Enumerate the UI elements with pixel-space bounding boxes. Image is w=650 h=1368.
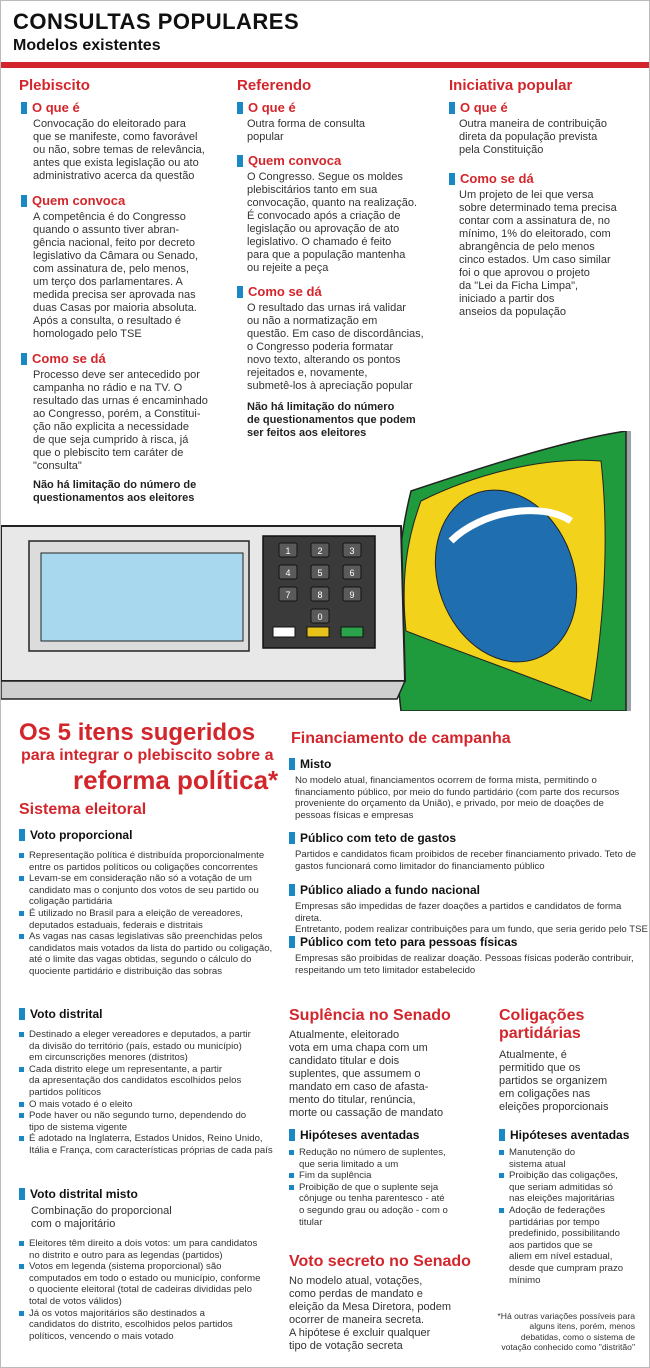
text-line: respeitando um teto limitador estabelecido (295, 964, 476, 976)
text-line: Adoção de federações (509, 1204, 606, 1216)
text-line: ou não a normatização em (247, 315, 378, 327)
text-line: quociente partidário e distribuição das sobras (29, 965, 223, 977)
text-line: em circunscrições menores (distritos) (29, 1052, 188, 1064)
keypad-key-label: 1 (285, 546, 291, 556)
coligacoes-title-2: partidárias (499, 1025, 581, 1042)
text-line: políticos, vencendo o mais votado (29, 1330, 174, 1342)
text-line: o segundo grau ou adoção - com o (299, 1204, 448, 1216)
text-line: com assinatura de, pelo menos, (33, 263, 189, 275)
text-line: É adotado na Inglaterra, Estados Unidos, Reino Unido, (29, 1133, 263, 1145)
text-line: coligação partidária (29, 896, 113, 908)
text-line: como perdas de mandato e (289, 1288, 423, 1300)
text-line: suplentes, que assumem o (289, 1068, 421, 1080)
text-line: que o plebiscito tem caráter de (33, 447, 184, 459)
text-line: O Congresso. Segue os moldes (247, 171, 403, 183)
text-line: ser feitos aos eleitores (247, 427, 367, 439)
text-line: Convocação do eleitorado para (33, 118, 186, 130)
keypad-key-label: 5 (317, 568, 323, 578)
list-item (19, 1110, 273, 1133)
plebiscito-title: Plebiscito (19, 77, 90, 94)
text-line: alguns itens, porém, menos (529, 1321, 635, 1332)
text-line: Atualmente, é (499, 1049, 567, 1061)
text-line: da "Lei da Ficha Limpa", (459, 280, 579, 292)
text-line: No modelo atual, financiamentos ocorrem de forma mista, permitindo o (295, 775, 597, 786)
text-line: questionamentos aos eleitores (33, 492, 195, 504)
suplencia-hip-list (289, 1147, 448, 1228)
coligacoes-text (499, 1049, 608, 1114)
text-line: administrativo acerca da questão (33, 170, 195, 182)
text-line: Um projeto de lei que versa (459, 189, 594, 201)
sistema-title: Sistema eleitoral (19, 801, 147, 818)
footnote (497, 1311, 635, 1353)
text-line: campanha no rádio e na TV. O (33, 382, 183, 394)
keypad-key-label: 4 (285, 568, 291, 578)
text-line: Itália e França, com características próprias de cada país (29, 1144, 273, 1156)
text-line: até o limite das vagas obtidas, segundo o cálculo do (29, 954, 252, 966)
text-line: aos partidos que se (509, 1239, 593, 1251)
keypad-key-label: 0 (317, 612, 323, 622)
iniciativa-oque-text (459, 118, 607, 157)
iniciativa-como-text (459, 189, 617, 319)
keypad-key-label: 9 (349, 590, 355, 600)
square-bullet-icon (289, 884, 295, 896)
voting-machine-base (1, 681, 405, 699)
text-line: Partidos e candidatos ficam proibidos de receber financiamento privado. Teto de (295, 849, 637, 860)
text-line: homologado pelo TSE (33, 328, 142, 340)
referendo-quem-text (247, 171, 417, 275)
iniciativa-oque-heading: O que é (449, 100, 508, 115)
text-line: computados em todo o estado ou município, conforme (29, 1272, 261, 1284)
misto-list (19, 1238, 260, 1342)
text-line: financiamento público, por meio do fundo partidário (com parte dos recursos (295, 786, 620, 798)
voto-secreto-text (289, 1275, 451, 1353)
text-line: mento do titular, renúncia, (289, 1094, 416, 1106)
text-line: Após a consulta, o resultado é (33, 315, 181, 327)
text-line: pela Constituição (459, 144, 544, 156)
voting-machine-screen (41, 553, 243, 641)
text-line: tipo de votação secreta (289, 1340, 403, 1352)
list-item (19, 1064, 273, 1099)
text-line: cinco estados. Um caso similar (459, 254, 611, 266)
text-line: ou não, sobre temas de relevância, (33, 144, 205, 156)
text-line: resultado das urnas é encaminhado (33, 395, 208, 407)
plebiscito-como-heading: Como se dá (21, 351, 106, 366)
list-item (19, 931, 272, 977)
text-line: "consulta" (33, 460, 82, 472)
square-bullet-icon (289, 936, 295, 948)
text-line: no distrito e outro para as legendas (partidos) (29, 1249, 223, 1261)
text-line: Redução no número de suplentes, (299, 1147, 446, 1158)
voting-machine-flag-illustration (1, 431, 650, 711)
text-line: foi o que aprovou o projeto (459, 267, 590, 279)
text-line: A competência é do Congresso (33, 211, 186, 223)
text-line: novo texto, alterando os pontos (247, 354, 401, 366)
list-item (19, 850, 272, 873)
text-line: que seriam admitidas só (509, 1181, 613, 1193)
text-line: titular (299, 1216, 323, 1228)
header-divider (1, 62, 650, 68)
text-line: mínimo (509, 1274, 541, 1286)
text-line: Proibição de que o suplente seja (299, 1181, 439, 1193)
misto-desc (31, 1205, 172, 1231)
text-line: o Congresso poderia formatar (247, 341, 394, 353)
text-line: partidos políticos (29, 1086, 101, 1098)
coligacoes-title-1: Coligações (499, 1007, 585, 1024)
itens-heading: Os 5 itens sugeridos (19, 719, 256, 746)
distrital-heading: Voto distrital (19, 1007, 102, 1021)
square-bullet-icon (237, 155, 243, 167)
referendo-como-text (247, 302, 424, 393)
square-bullet-icon (237, 102, 243, 114)
text-line: gastos funcionará como limitador do financiamento público (295, 860, 545, 872)
coligacoes-hip-heading: Hipóteses aventadas (499, 1128, 629, 1142)
referendo-oque-heading: O que é (237, 100, 296, 115)
text-line: entre os partidos políticos ou coligações concorrentes (29, 861, 258, 873)
text-line: Representação política é distribuída proporcionalmente (29, 850, 265, 861)
proporcional-list (19, 850, 272, 978)
square-bullet-icon (289, 832, 295, 844)
keypad-key-label: 3 (349, 546, 355, 556)
text-line: convocação, quanto na realização. (247, 197, 418, 209)
financiamento-block-heading: Público aliado a fundo nacional (289, 883, 480, 897)
text-line: O mais votado é o eleito (29, 1098, 133, 1110)
square-bullet-icon (499, 1129, 505, 1141)
text-line: mandato em caso de afasta- (289, 1081, 429, 1093)
keypad-key-label: 6 (349, 568, 355, 578)
financiamento-block-text (295, 849, 636, 872)
text-line: legislativo da Câmara ou Senado, (33, 250, 199, 262)
text-line: ção não explicita a necessidade (33, 421, 189, 433)
list-item (289, 1170, 448, 1182)
distrital-list (19, 1029, 273, 1157)
keypad-key-label: 2 (317, 546, 323, 556)
text-line: ou rejeite a peça (247, 262, 329, 274)
iniciativa-title: Iniciativa popular (449, 77, 573, 94)
white-key (273, 627, 295, 637)
text-line: sistema atual (509, 1158, 566, 1170)
text-line: eleições proporcionais (499, 1101, 609, 1113)
text-line: permitido que os (499, 1062, 581, 1074)
text-line: quando o assunto tiver abran- (33, 224, 180, 236)
text-line: gência nacional, feito por decreto (33, 237, 196, 249)
text-line: Outra forma de consulta (247, 118, 366, 130)
text-line: plebiscitários tanto em sua (247, 184, 378, 196)
text-line: O resultado das urnas irá validar (247, 302, 406, 314)
financiamento-block-text (295, 775, 619, 821)
text-line: Processo deve ser antecedido por (33, 369, 200, 381)
text-line: para que a população mantenha (247, 249, 406, 261)
text-line: ocorrer de maneira secreta. (289, 1314, 425, 1326)
text-line: abrangência de pelo menos (459, 241, 595, 253)
green-key (341, 627, 363, 637)
proporcional-heading: Voto proporcional (19, 828, 132, 842)
text-line: rejeitados e, novamente, (247, 367, 368, 379)
text-line: direta da população prevista (459, 131, 598, 143)
financiamento-block-heading: Público com teto de gastos (289, 831, 456, 845)
text-line: No modelo atual, votações, (289, 1275, 423, 1287)
list-item (19, 908, 272, 931)
square-bullet-icon (21, 195, 27, 207)
text-line: cônjuge ou tenha parentesco - até (299, 1193, 445, 1205)
list-item (19, 1308, 260, 1343)
text-line: Outra maneira de contribuição (459, 118, 607, 130)
page-title: CONSULTAS POPULARES (13, 9, 300, 34)
text-line: votação conhecido como "distritão" (501, 1342, 635, 1353)
keypad-key-label: 7 (285, 590, 291, 600)
text-line: Fim da suplência (299, 1170, 372, 1182)
list-item (289, 1182, 448, 1228)
text-line: duas Casas por maioria absoluta. (33, 302, 197, 314)
text-line: Empresas são impedidas de fazer doações a partidos e candidatos de forma direta. (295, 901, 622, 924)
text-line: vota em uma chapa com um (289, 1042, 428, 1054)
text-line: questão. Em caso de discordâncias, (247, 328, 424, 340)
itens-reforma: reforma política* (73, 765, 279, 795)
text-line: sobre determinado tema precisa (459, 202, 617, 214)
square-bullet-icon (289, 1129, 295, 1141)
square-bullet-icon (21, 102, 27, 114)
list-item (19, 1099, 273, 1111)
text-line: Destinado a eleger vereadores e deputados, a partir (29, 1029, 251, 1040)
text-line: candidato titular e dois (289, 1055, 400, 1067)
text-line: popular (247, 131, 284, 143)
text-line: de que seja cumprido à risca, já (33, 434, 189, 446)
list-item (499, 1205, 623, 1286)
text-line: Não há limitação do número (247, 401, 395, 413)
square-bullet-icon (289, 758, 295, 770)
text-line: Proibição das coligações, (509, 1170, 618, 1182)
square-bullet-icon (449, 102, 455, 114)
financiamento-block-heading: Público com teto para pessoas físicas (289, 935, 517, 949)
square-bullet-icon (449, 173, 455, 185)
list-item (499, 1147, 623, 1170)
text-line: iniciado a partir dos (459, 293, 555, 305)
page-subtitle: Modelos existentes (13, 37, 161, 54)
text-line: Não há limitação do número de (33, 479, 197, 491)
text-line: As vagas nas casas legislativas são preenchidas pelos (29, 931, 263, 943)
suplencia-title: Suplência no Senado (289, 1007, 451, 1024)
text-line: desde que cumpram prazo (509, 1262, 624, 1274)
iniciativa-como-heading: Como se dá (449, 171, 534, 186)
square-bullet-icon (19, 1188, 25, 1200)
text-line: debatidas, como o sistema de (520, 1331, 635, 1342)
text-line: candidatos do distrito, escolhidos pelos partidos (29, 1319, 233, 1331)
misto-heading: Voto distrital misto (19, 1187, 138, 1201)
text-line: Levam-se em consideração não só a votação de um (29, 873, 252, 885)
text-line: um terço dos parlamentares. A (33, 276, 183, 288)
suplencia-text (289, 1029, 443, 1120)
square-bullet-icon (19, 829, 25, 841)
suplencia-hip-heading: Hipóteses aventadas (289, 1128, 419, 1142)
text-line: da apresentação dos candidatos escolhidos pelos (29, 1075, 242, 1087)
itens-subheading: para integrar o plebiscito sobre a (21, 747, 274, 764)
financiamento-block-text (295, 901, 649, 936)
coligacoes-hip-list (499, 1147, 623, 1286)
text-line: legislativo. O chamado é feito (247, 236, 392, 248)
financiamento-block-text (295, 953, 634, 976)
referendo-como-heading: Como se dá (237, 284, 322, 299)
text-line: que se manifeste, como favorável (33, 131, 198, 143)
text-line: morte ou cassação de mandato (289, 1107, 444, 1119)
text-line: em coligações nas (499, 1088, 591, 1100)
text-line: Pode haver ou não segundo turno, dependendo do (29, 1110, 247, 1122)
text-line: total de votos válidos) (29, 1295, 122, 1307)
text-line: deputados estaduais, federais e distritais (29, 919, 203, 931)
list-item (289, 1147, 448, 1170)
text-line: Entretanto, podem realizar contribuições para um fundo, que seria gerido pelo TSE (295, 924, 648, 936)
text-line: Votos em legenda (sistema proporcional) são (29, 1261, 222, 1273)
list-item (19, 1261, 260, 1307)
keypad-key-label: 8 (317, 590, 323, 600)
text-line: A hipótese é excluir qualquer (289, 1327, 431, 1339)
text-line: tipo de sistema vigente (29, 1121, 128, 1133)
text-line: de questionamentos que podem (247, 414, 416, 426)
referendo-quem-heading: Quem convoca (237, 153, 341, 168)
text-line: mínimo, 1% do eleitorado, com (459, 228, 611, 240)
list-item (19, 1238, 260, 1261)
voto-secreto-title: Voto secreto no Senado (289, 1253, 471, 1270)
text-line: submetê-los à apreciação popular (247, 380, 413, 392)
text-line: legislação ou aprovação de ato (247, 223, 400, 235)
text-line: o quociente eleitoral (total de cadeiras divididas pelo (29, 1284, 252, 1296)
text-line: antes que exista legislação ou ato (33, 157, 199, 169)
referendo-title: Referendo (237, 77, 312, 94)
text-line: É convocado após a criação de (247, 210, 401, 222)
text-line: da divisão do território (país, estado ou município) (29, 1040, 242, 1052)
plebiscito-oque-heading: O que é (21, 100, 80, 115)
text-line: proveniente do orçamento da União), e privado, por meio de doações de (295, 798, 604, 810)
text-line: Empresas são proibidas de realizar doação. Pessoas físicas poderão contribuir, (295, 953, 634, 964)
text-line: Manutenção do (509, 1147, 576, 1158)
text-line: partidárias por tempo (509, 1216, 600, 1228)
text-line: contar com a assinatura de, no (459, 215, 611, 227)
list-item (19, 873, 272, 908)
orange-key (307, 627, 329, 637)
plebiscito-quem-heading: Quem convoca (21, 193, 125, 208)
text-line: É utilizado no Brasil para a eleição de vereadores, (29, 907, 243, 919)
list-item (19, 1029, 273, 1064)
square-bullet-icon (21, 353, 27, 365)
text-line: medida precisa ser aprovada nas (33, 289, 196, 301)
text-line: pessoas físicas e empresas (295, 809, 414, 821)
text-line: nas eleições majoritárias (509, 1193, 615, 1205)
text-line: *Há outras variações possíveis para (497, 1311, 635, 1321)
text-line: anseios da população (459, 306, 567, 318)
text-line: que seria limitado a um (299, 1158, 399, 1170)
text-line: aliem em nível estadual, (509, 1251, 613, 1263)
text-line: Atualmente, eleitorado (289, 1029, 400, 1041)
text-line: predefinido, possibilitando (509, 1228, 620, 1240)
text-line: ao Congresso, porém, a Constitui- (33, 408, 201, 420)
financiamento-block-heading: Misto (289, 757, 331, 771)
text-line: Cada distrito elege um representante, a partir (29, 1063, 223, 1075)
square-bullet-icon (19, 1008, 25, 1020)
text-line: candidato mas o conjunto dos votos de seu partido ou (29, 884, 259, 896)
plebiscito-oque-text (33, 118, 205, 183)
text-line: eleição da Mesa Diretora, podem (289, 1301, 452, 1313)
list-item (19, 1133, 273, 1156)
text-line: com o majoritário (31, 1218, 116, 1230)
text-line: Já os votos majoritários são destinados a (29, 1307, 205, 1319)
text-line: Combinação do proporcional (31, 1205, 172, 1217)
financiamento-title: Financiamento de campanha (291, 730, 511, 747)
text-line: partidos se organizem (499, 1075, 608, 1087)
text-line: Eleitores têm direito a dois votos: um para candidatos (29, 1238, 258, 1249)
referendo-oque-text (247, 118, 365, 144)
plebiscito-quem-text (33, 211, 198, 341)
list-item (499, 1170, 623, 1205)
text-line: candidatos mais votados da lista do partido ou coligação, (29, 942, 273, 954)
square-bullet-icon (237, 286, 243, 298)
